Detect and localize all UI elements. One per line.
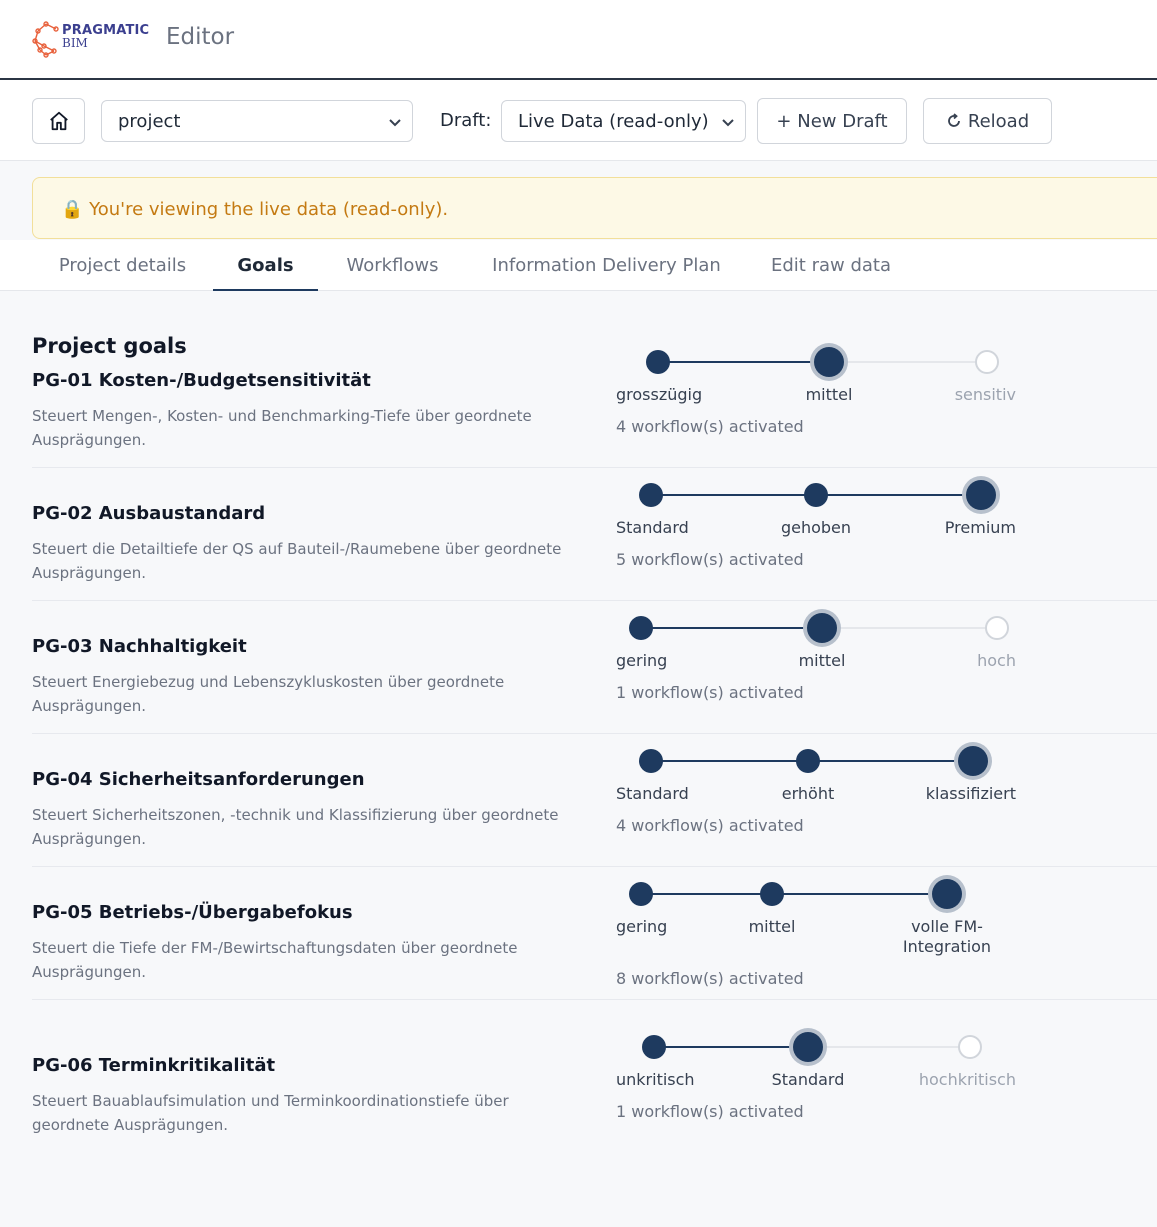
goal-title: PG-01 Kosten-/Budgetsensitivität [32, 370, 371, 391]
goal-description: Steuert die Detailtiefe der QS auf Bauteil-/Raumebene über geordnete Ausprägungen. [32, 540, 562, 582]
tab-information-delivery-plan[interactable]: Information Delivery Plan [492, 255, 721, 276]
tab-bar [0, 240, 1157, 291]
logo-line-2: BIM [62, 36, 88, 50]
goal-title: PG-04 Sicherheitsanforderungen [32, 769, 365, 790]
reload-button[interactable] [923, 98, 1052, 144]
slider-fill [658, 361, 829, 363]
level-dot[interactable] [975, 350, 999, 374]
goal-level-slider[interactable] [616, 335, 1036, 465]
home-button[interactable] [32, 98, 85, 144]
goal-row [32, 335, 1157, 468]
tab-edit-raw-data[interactable]: Edit raw data [771, 255, 891, 276]
workflow-count: 1 workflow(s) activated [616, 683, 804, 702]
reload-icon [946, 113, 962, 129]
tab-project-details[interactable]: Project details [58, 255, 187, 276]
reload-label: Reload [967, 110, 1030, 132]
level-dot[interactable] [639, 749, 663, 773]
slider-fill [641, 627, 822, 629]
level-dot[interactable] [966, 480, 996, 510]
draft-label: Draft: [440, 110, 492, 131]
app-header [0, 0, 1157, 80]
project-select-value: project [118, 110, 181, 132]
goal-title: PG-06 Terminkritikalität [32, 1055, 276, 1076]
level-label: klassifiziert [925, 784, 1016, 803]
goal-level-slider[interactable] [616, 601, 1036, 731]
level-dot[interactable] [807, 613, 837, 643]
level-label: hoch [977, 651, 1016, 670]
level-label: mittel [748, 917, 796, 936]
slider-fill [654, 1046, 808, 1048]
level-label: grosszügig [616, 385, 703, 404]
workflow-count: 4 workflow(s) activated [616, 417, 804, 436]
level-label: mittel [805, 385, 853, 404]
level-dot[interactable] [629, 882, 653, 906]
level-dot[interactable] [639, 483, 663, 507]
level-label: Premium [944, 518, 1016, 537]
home-icon [48, 110, 70, 132]
goal-title: PG-03 Nachhaltigkeit [32, 636, 247, 657]
workflow-count: 1 workflow(s) activated [616, 1102, 804, 1121]
goal-level-slider[interactable] [616, 867, 1036, 997]
chevron-down-icon [721, 115, 735, 129]
goal-row [32, 867, 1157, 1000]
level-label: gering [616, 651, 668, 670]
level-dot[interactable] [804, 483, 828, 507]
level-label: volle FM- Integration [902, 917, 992, 956]
level-label: Standard [616, 784, 689, 803]
goal-level-slider[interactable] [616, 468, 1036, 598]
goal-level-slider[interactable] [616, 1020, 1036, 1150]
level-dot[interactable] [760, 882, 784, 906]
level-dot[interactable] [646, 350, 670, 374]
level-dot[interactable] [985, 616, 1009, 640]
goal-description: Steuert Mengen-, Kosten- und Benchmarking-Tiefe über geordnete Ausprägungen. [32, 407, 532, 449]
draft-select[interactable] [501, 100, 746, 142]
logo-text [62, 24, 149, 50]
workflow-count: 5 workflow(s) activated [616, 550, 804, 569]
level-label: hochkritisch [918, 1070, 1016, 1089]
workflow-count: 8 workflow(s) activated [616, 969, 804, 988]
level-dot[interactable] [958, 746, 988, 776]
level-dot[interactable] [793, 1032, 823, 1062]
level-label: Standard [616, 518, 689, 537]
goal-title: PG-02 Ausbaustandard [32, 503, 266, 524]
goal-row [32, 1020, 1157, 1153]
goal-description: Steuert Energiebezug und Lebenszykluskosten über geordnete Ausprägungen. [32, 673, 505, 715]
draft-select-value: Live Data (read-only) [518, 110, 709, 132]
level-dot[interactable] [814, 347, 844, 377]
level-label: mittel [798, 651, 846, 670]
chevron-down-icon [388, 115, 402, 129]
goal-title: PG-05 Betriebs-/Übergabefokus [32, 902, 353, 923]
goal-description: Steuert die Tiefe der FM-/Bewirtschaftungsdaten über geordnete Ausprägungen. [32, 939, 518, 981]
level-label: gehoben [780, 518, 852, 537]
level-dot[interactable] [629, 616, 653, 640]
level-label: gering [616, 917, 668, 936]
level-label: erhöht [781, 784, 835, 803]
slider-fill [641, 893, 947, 895]
read-only-banner: 🔒 You're viewing the live data (read-only). [32, 177, 1157, 239]
new-draft-button[interactable] [757, 98, 907, 144]
toolbar [0, 80, 1157, 161]
section-title: Project goals [32, 334, 187, 358]
tab-goals[interactable]: Goals [213, 240, 318, 291]
level-dot[interactable] [932, 879, 962, 909]
new-draft-label: + New Draft [776, 110, 888, 132]
goal-row [32, 601, 1157, 734]
goal-row [32, 468, 1157, 601]
goal-description: Steuert Bauablaufsimulation und Terminkoordinationstiefe über geordnete Ausprägungen. [32, 1092, 509, 1134]
project-select[interactable] [101, 100, 413, 142]
level-dot[interactable] [642, 1035, 666, 1059]
level-dot[interactable] [958, 1035, 982, 1059]
level-label: sensitiv [954, 385, 1016, 404]
logo-line-1: PRAGMATIC [62, 23, 150, 38]
tab-workflows[interactable]: Workflows [346, 255, 439, 276]
level-label: unkritisch [616, 1070, 695, 1089]
goal-row [32, 734, 1157, 867]
goal-description: Steuert Sicherheitszonen, -technik und Klassifizierung über geordnete Ausprägungen. [32, 806, 559, 848]
level-label: Standard [771, 1070, 845, 1089]
goal-level-slider[interactable] [616, 734, 1036, 864]
app-title: Editor [166, 24, 235, 50]
workflow-count: 4 workflow(s) activated [616, 816, 804, 835]
level-dot[interactable] [796, 749, 820, 773]
